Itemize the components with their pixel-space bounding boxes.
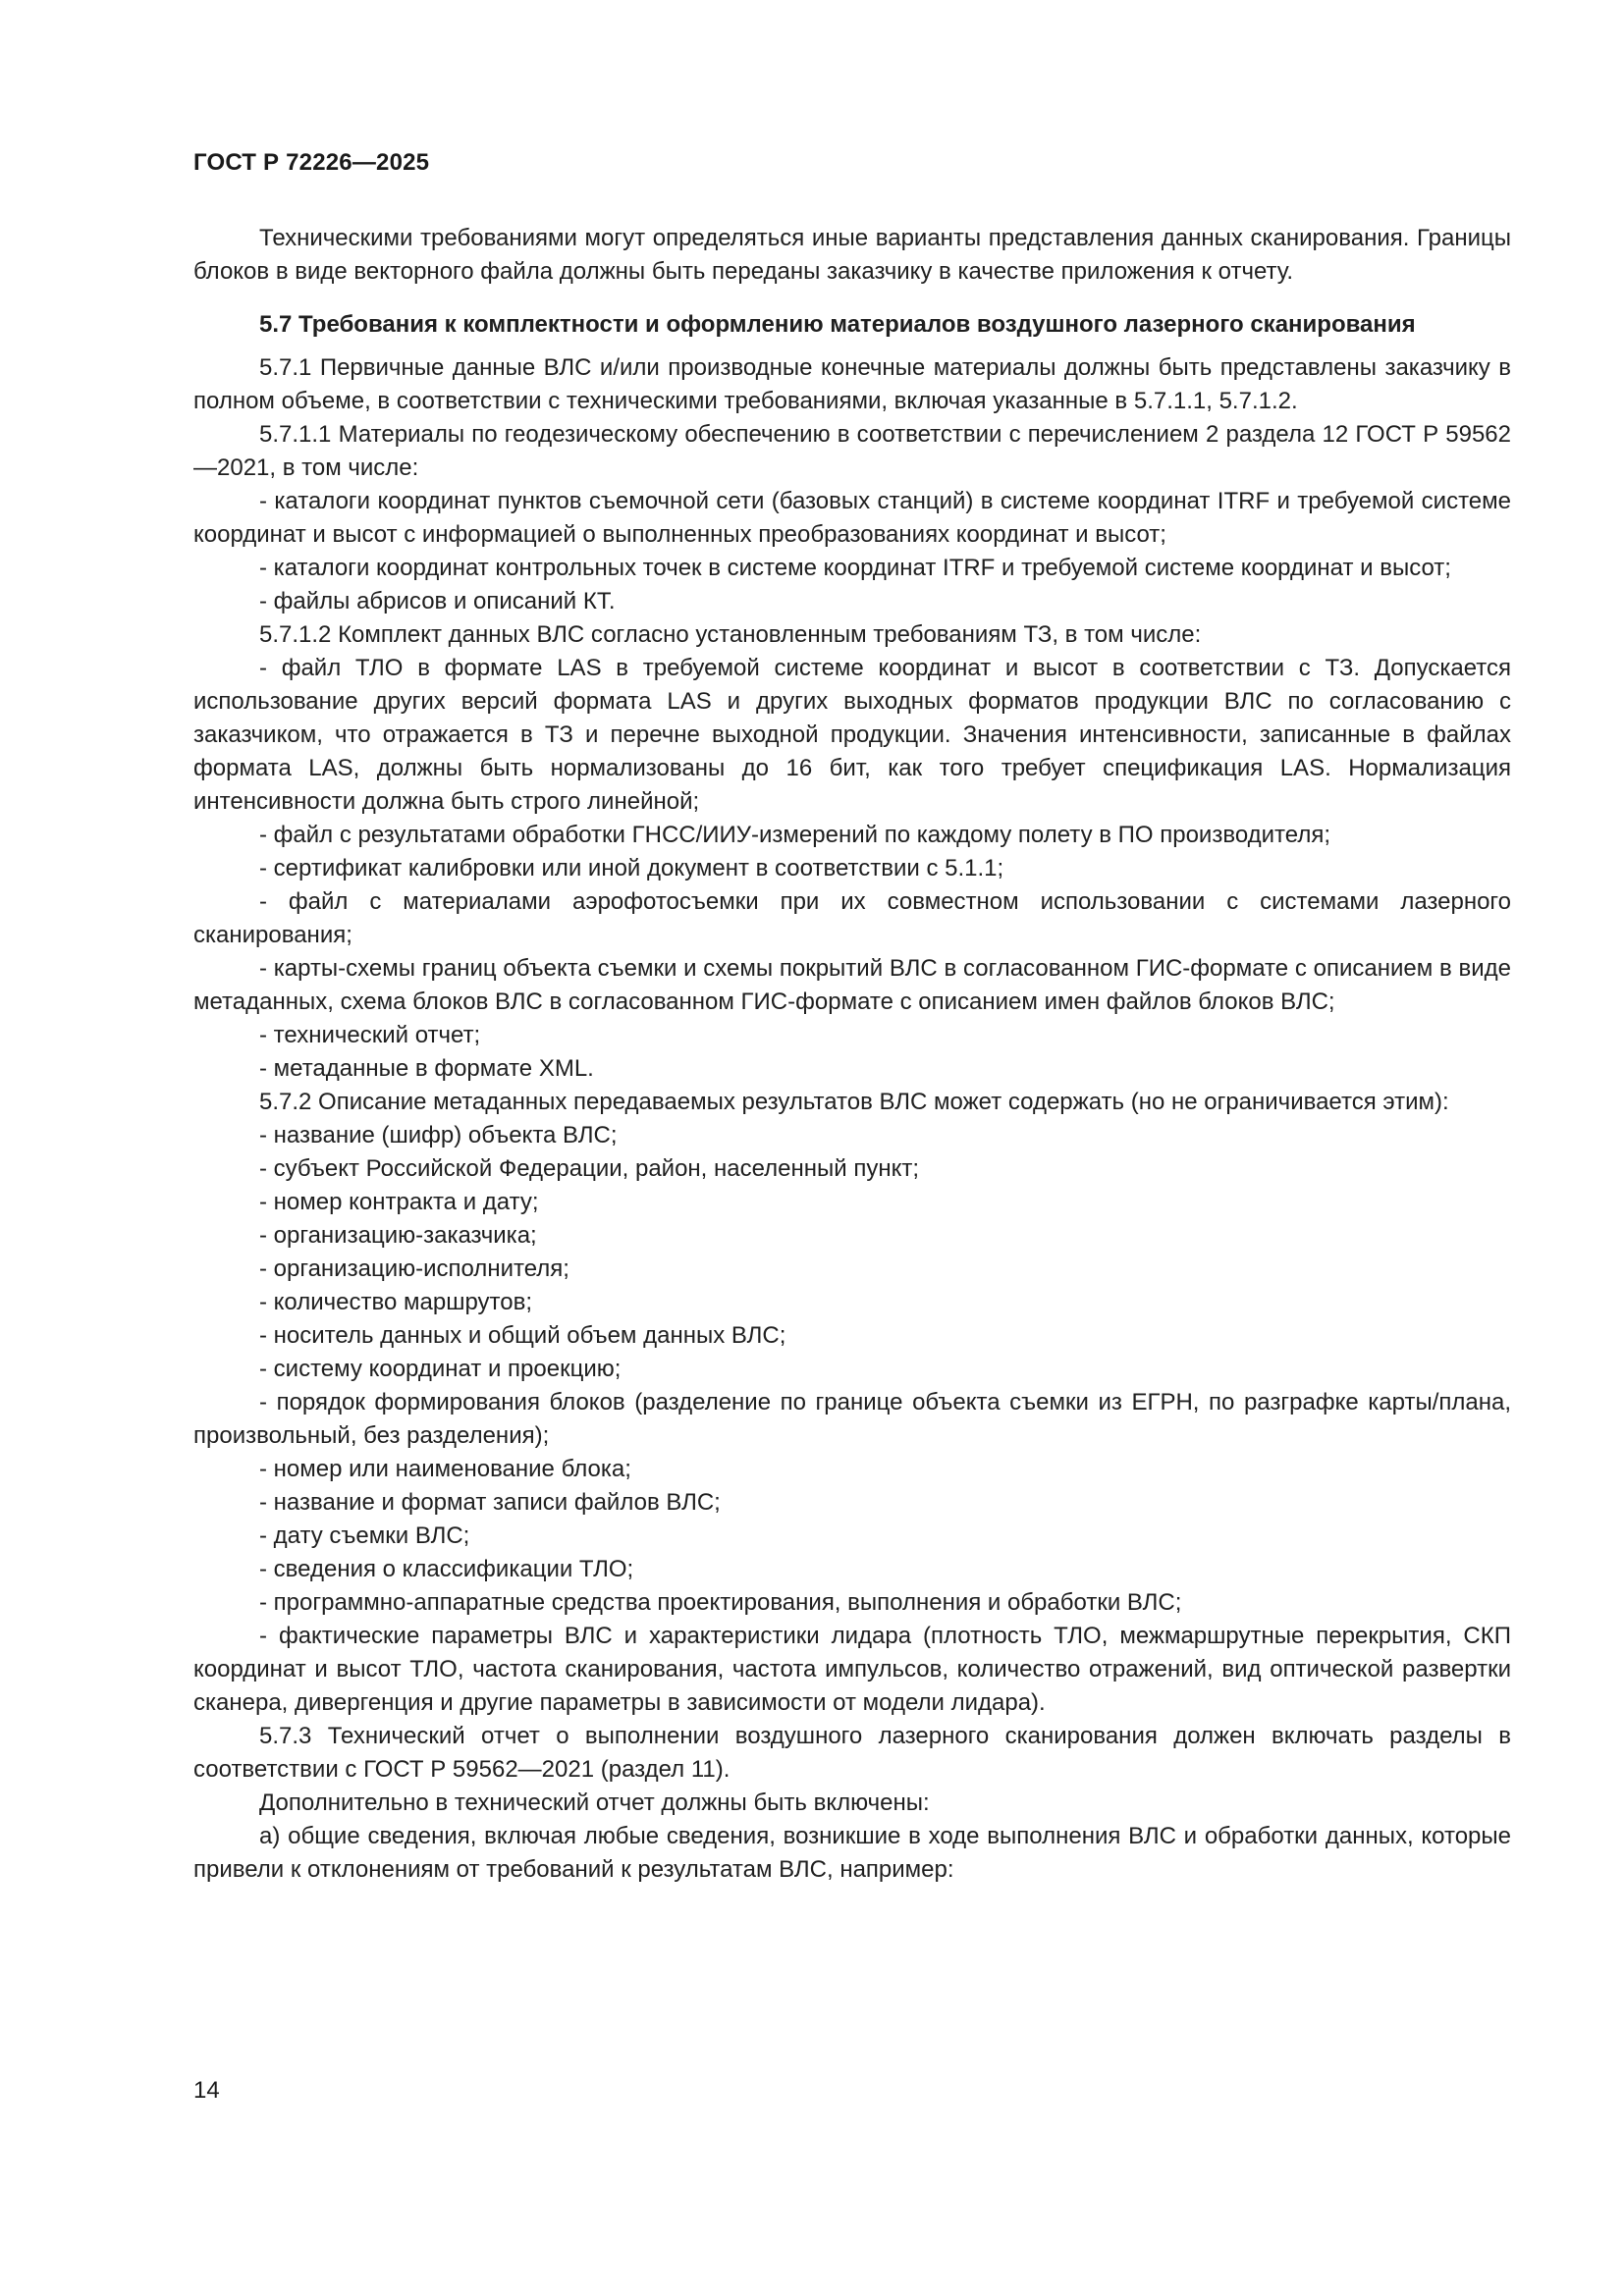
list-item: - организацию-исполнителя;	[259, 1255, 569, 1282]
list-item: - количество маршрутов;	[259, 1289, 533, 1315]
list-item: - программно-аппаратные средства проектирования, выполнения и обработки ВЛС;	[259, 1589, 1182, 1616]
list-item: - систему координат и проекцию;	[259, 1356, 622, 1382]
list-item: - карты-схемы границ объекта съемки и схемы покрытий ВЛС в согласованном ГИС-формате с описанием в виде метаданных, схема блоков ВЛС в согласованном ГИС-формате с описанием имен файлов блоков ВЛС;	[193, 955, 1511, 1015]
list-item: - номер или наименование блока;	[259, 1456, 631, 1482]
paragraph-5-7-1: 5.7.1 Первичные данные ВЛС и/или производные конечные материалы должны быть представлены заказчику в полном объеме, в соответствии с техническими требованиями, включая указанные в 5.7.1.1, 5.7.1.2.	[193, 354, 1511, 414]
document-header: ГОСТ Р 72226—2025	[193, 149, 430, 176]
list-item: а) общие сведения, включая любые сведения, возникшие в ходе выполнения ВЛС и обработки данных, которые привели к отклонениям от требований к результатам ВЛС, например:	[193, 1823, 1511, 1883]
list-item: - каталоги координат пунктов съемочной сети (базовых станций) в системе координат ITRF и требуемой системе координат и высот с информацией о выполненных преобразованиях координат и высот;	[193, 488, 1511, 548]
list-item: - файл с материалами аэрофотосъемки при их совместном использовании с системами лазерного сканирования;	[193, 888, 1511, 948]
list-item: - носитель данных и общий объем данных ВЛС;	[259, 1322, 786, 1349]
list-item: - дату съемки ВЛС;	[259, 1522, 470, 1549]
paragraph-5-7-1-1: 5.7.1.1 Материалы по геодезическому обеспечению в соответствии с перечислением 2 раздела 12 ГОСТ Р 59562—2021, в том числе:	[193, 421, 1511, 481]
paragraph-intro: Техническими требованиями могут определяться иные варианты представления данных сканирования. Границы блоков в виде векторного файла должны быть переданы заказчику в качестве приложения к отчету.	[193, 225, 1511, 285]
page-number: 14	[193, 2077, 220, 2104]
paragraph-additional: Дополнительно в технический отчет должны быть включены:	[259, 1789, 930, 1816]
list-item: - каталоги координат контрольных точек в системе координат ITRF и требуемой системе координат и высот;	[259, 555, 1451, 581]
list-item: - организацию-заказчика;	[259, 1222, 537, 1249]
list-item: - файл с результатами обработки ГНСС/ИИУ-измерений по каждому полету в ПО производителя;	[259, 822, 1330, 848]
page-body	[193, 222, 1511, 1887]
paragraph-5-7-2: 5.7.2 Описание метаданных передаваемых результатов ВЛС может содержать (но не ограничивается этим):	[259, 1089, 1449, 1115]
paragraph-5-7-1-2: 5.7.1.2 Комплект данных ВЛС согласно установленным требованиям ТЗ, в том числе:	[259, 621, 1202, 648]
list-item: - название (шифр) объекта ВЛС;	[259, 1122, 618, 1148]
list-item: - фактические параметры ВЛС и характеристики лидара (плотность ТЛО, межмаршрутные перекрытия, СКП координат и высот ТЛО, частота сканирования, частота импульсов, количество отражений, вид оптической развертки сканера, дивергенция и другие параметры в зависимости от модели лидара).	[193, 1623, 1511, 1716]
list-item: - порядок формирования блоков (разделение по границе объекта съемки из ЕГРН, по разграфке карты/плана, произвольный, без разделения);	[193, 1389, 1511, 1449]
list-item: - сведения о классификации ТЛО;	[259, 1556, 634, 1582]
list-item: - сертификат калибровки или иной документ в соответствии с 5.1.1;	[259, 855, 1004, 881]
list-item: - название и формат записи файлов ВЛС;	[259, 1489, 721, 1516]
list-item: - файлы абрисов и описаний КТ.	[259, 588, 616, 614]
paragraph-5-7-3: 5.7.3 Технический отчет о выполнении воздушного лазерного сканирования должен включать разделы в соответствии с ГОСТ Р 59562—2021 (раздел 11).	[193, 1723, 1511, 1783]
section-heading-5-7: 5.7 Требования к комплектности и оформлению материалов воздушного лазерного сканирования	[259, 311, 1416, 338]
list-item: - файл ТЛО в формате LAS в требуемой системе координат и высот в соответствии с ТЗ. Допускается использование других версий формата LAS и других выходных форматов продукции ВЛС по согласованию с заказчиком, что отражается в ТЗ и перечне выходной продукции. Значения интенсивности, записанные в файлах формата LAS, должны быть нормализованы до 16 бит, как того требует спецификация LAS. Нормализация интенсивности должна быть строго линейной;	[193, 655, 1511, 815]
list-item: - технический отчет;	[259, 1022, 481, 1048]
list-item: - субъект Российской Федерации, район, населенный пункт;	[259, 1155, 920, 1182]
list-item: - номер контракта и дату;	[259, 1189, 539, 1215]
list-item: - метаданные в формате XML.	[259, 1055, 594, 1082]
